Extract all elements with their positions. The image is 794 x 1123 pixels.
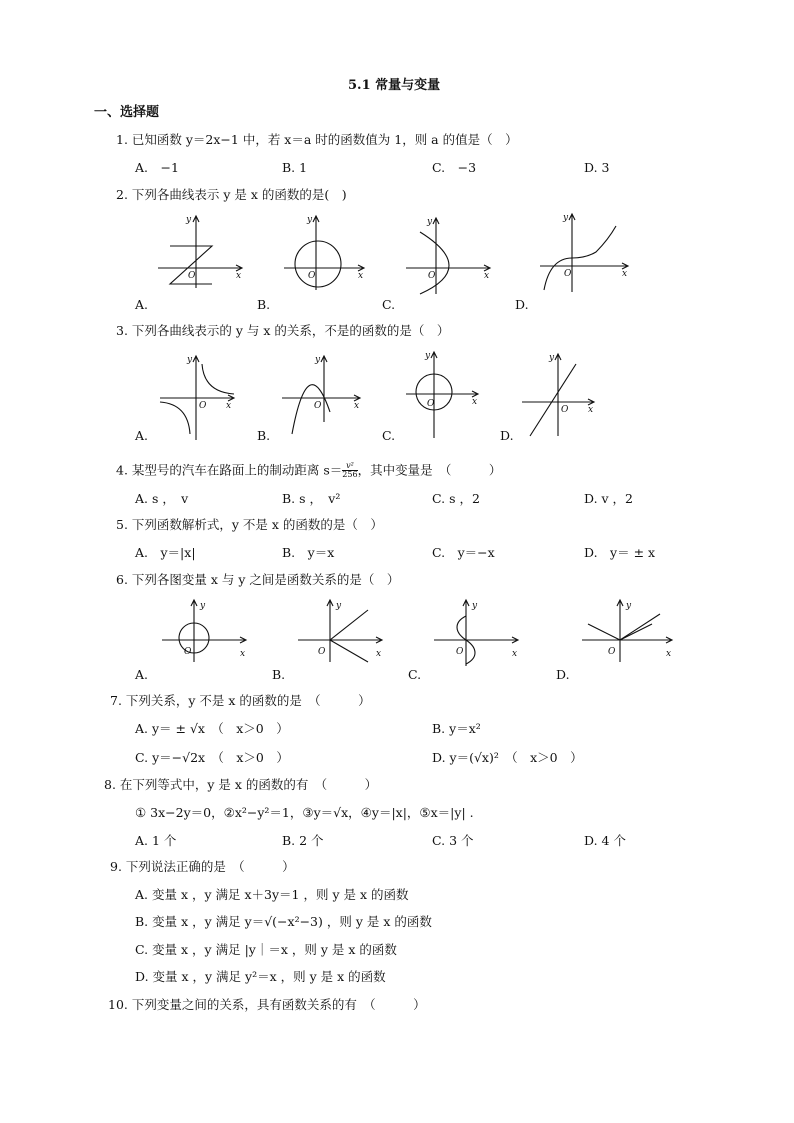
svg-text:y: y: [315, 355, 321, 365]
q2-option-b[interactable]: B.: [257, 297, 271, 312]
svg-text:y: y: [200, 601, 206, 611]
q8-option-a[interactable]: A. 1 个: [135, 833, 177, 848]
q6-graph-c: [432, 596, 524, 668]
q3-graph-b: [278, 352, 368, 442]
q1-option-b[interactable]: B. 1: [282, 160, 308, 175]
q2-graph-b: [280, 212, 370, 292]
question-10: 10. 下列变量之间的关系，具有函数关系的有 （ ）: [108, 997, 426, 1012]
svg-text:x: x: [376, 649, 382, 659]
q3-graph-a: [156, 352, 240, 442]
svg-text:y: y: [336, 601, 342, 611]
svg-text:x: x: [354, 401, 360, 411]
section-heading: 一、选择题: [94, 105, 160, 120]
q5-option-d[interactable]: D. y＝ ± x: [584, 545, 656, 560]
q1-option-c[interactable]: C. −3: [432, 160, 477, 175]
q8-option-b[interactable]: B. 2 个: [282, 833, 324, 848]
q2-graph-c: [398, 212, 498, 298]
svg-text:O: O: [427, 399, 435, 409]
q4-stem-b: ，其中变量是 （ ）: [357, 462, 502, 478]
svg-text:x: x: [240, 649, 246, 659]
svg-text:y: y: [307, 215, 313, 225]
q9-option-d[interactable]: D. 变量 x ，y 满足 y²＝x ，则 y 是 x 的函数: [135, 969, 386, 984]
svg-text:O: O: [318, 647, 326, 657]
svg-text:y: y: [187, 355, 193, 365]
q4-option-d[interactable]: D. v ，2: [584, 491, 634, 506]
q1-option-a[interactable]: A. −1: [135, 160, 179, 175]
question-8: 8. 在下列等式中，y 是 x 的函数的有 （ ）: [104, 777, 378, 792]
svg-text:O: O: [184, 647, 192, 657]
q2-graph-d: [536, 210, 636, 296]
q4-frac-den: 256: [342, 470, 358, 480]
svg-text:O: O: [308, 271, 316, 281]
q6-graph-b: [296, 596, 386, 664]
question-1: 1. 已知函数 y＝2x−1 中，若 x＝a 时的函数值为 1，则 a 的值是（ ）: [116, 132, 518, 147]
svg-text:x: x: [358, 271, 364, 281]
q4-fraction: [342, 462, 357, 480]
q8-option-d[interactable]: D. 4 个: [584, 833, 626, 848]
q3-graph-c: [404, 348, 484, 442]
svg-text:y: y: [425, 351, 431, 361]
q4-option-b[interactable]: B. s ， v²: [282, 491, 341, 506]
q6-graph-a: [160, 596, 250, 664]
q1-option-d[interactable]: D. 3: [584, 160, 610, 175]
q6-option-b[interactable]: B.: [272, 667, 286, 682]
svg-text:x: x: [588, 405, 594, 415]
q4-stem-a: 4. 某型号的汽车在路面上的制动距离 s＝: [116, 462, 343, 478]
svg-text:y: y: [427, 217, 433, 227]
q9-option-c[interactable]: C. 变量 x ，y 满足 |y｜＝x ，则 y 是 x 的函数: [135, 942, 397, 957]
question-4: [116, 462, 501, 480]
q3-graph-d: [520, 350, 600, 442]
question-6: 6. 下列各图变量 x 与 y 之间是函数关系的是（ ）: [116, 572, 400, 587]
svg-text:O: O: [188, 271, 196, 281]
question-7: 7. 下列关系，y 不是 x 的函数的是 （ ）: [110, 693, 371, 708]
q5-option-a[interactable]: A. y＝|x|: [135, 545, 196, 560]
q3-option-d[interactable]: D.: [500, 428, 514, 443]
question-3: 3. 下列各曲线表示的 y 与 x 的关系，不是的函数的是（ ）: [116, 323, 450, 338]
svg-text:O: O: [199, 401, 207, 411]
svg-text:x: x: [512, 649, 518, 659]
q6-option-d[interactable]: D.: [556, 667, 570, 682]
q5-option-c[interactable]: C. y＝−x: [432, 545, 495, 560]
svg-text:O: O: [561, 405, 569, 415]
q7-option-a[interactable]: A. y＝ ± √x （ x＞0 ）: [135, 721, 289, 736]
q7-option-c[interactable]: C. y＝−√2x （ x＞0 ）: [135, 750, 289, 765]
q3-option-b[interactable]: B.: [257, 428, 271, 443]
svg-text:O: O: [314, 401, 322, 411]
question-9: 9. 下列说法正确的是 （ ）: [110, 859, 295, 874]
svg-text:x: x: [226, 401, 232, 411]
page-title: 5.1 常量与变量: [348, 78, 441, 93]
svg-text:x: x: [622, 269, 628, 279]
svg-text:O: O: [564, 269, 572, 279]
q9-option-a[interactable]: A. 变量 x ，y 满足 x＋3y＝1 ，则 y 是 x 的函数: [135, 887, 409, 902]
q2-option-a[interactable]: A.: [135, 297, 149, 312]
svg-text:y: y: [626, 601, 632, 611]
svg-text:y: y: [549, 353, 555, 363]
q7-option-b[interactable]: B. y＝x²: [432, 721, 481, 736]
q3-option-a[interactable]: A.: [135, 428, 149, 443]
q6-option-c[interactable]: C.: [408, 667, 422, 682]
q4-frac-num: v²: [342, 462, 357, 471]
q2-option-d[interactable]: D.: [515, 297, 529, 312]
svg-text:x: x: [666, 649, 672, 659]
question-5: 5. 下列函数解析式，y 不是 x 的函数的是（ ）: [116, 517, 383, 532]
q5-option-b[interactable]: B. y＝x: [282, 545, 335, 560]
q8-option-c[interactable]: C. 3 个: [432, 833, 474, 848]
q8-items: ① 3x−2y＝0，②x²−y²＝1，③y＝√x，④y＝|x|，⑤x＝|y| .: [135, 805, 474, 820]
q4-option-c[interactable]: C. s ，2: [432, 491, 480, 506]
svg-text:O: O: [428, 271, 436, 281]
q4-option-a[interactable]: A. s ， v: [135, 491, 189, 506]
q2-graph-a: [150, 212, 250, 292]
q9-option-b[interactable]: B. 变量 x ，y 满足 y＝√(−x²−3) ，则 y 是 x 的函数: [135, 914, 432, 929]
svg-text:y: y: [563, 213, 569, 223]
svg-text:x: x: [484, 271, 490, 281]
q6-option-a[interactable]: A.: [135, 667, 149, 682]
svg-text:O: O: [456, 647, 464, 657]
q6-graph-d: [580, 596, 678, 664]
svg-text:x: x: [472, 397, 478, 407]
svg-text:O: O: [608, 647, 616, 657]
svg-text:y: y: [186, 215, 192, 225]
q7-option-d[interactable]: D. y＝(√x)² （ x＞0 ）: [432, 750, 583, 765]
svg-text:x: x: [236, 271, 242, 281]
svg-text:y: y: [472, 601, 478, 611]
question-2: 2. 下列各曲线表示 y 是 x 的函数的是( ): [116, 187, 347, 202]
q3-option-c[interactable]: C.: [382, 428, 396, 443]
q2-option-c[interactable]: C.: [382, 297, 396, 312]
